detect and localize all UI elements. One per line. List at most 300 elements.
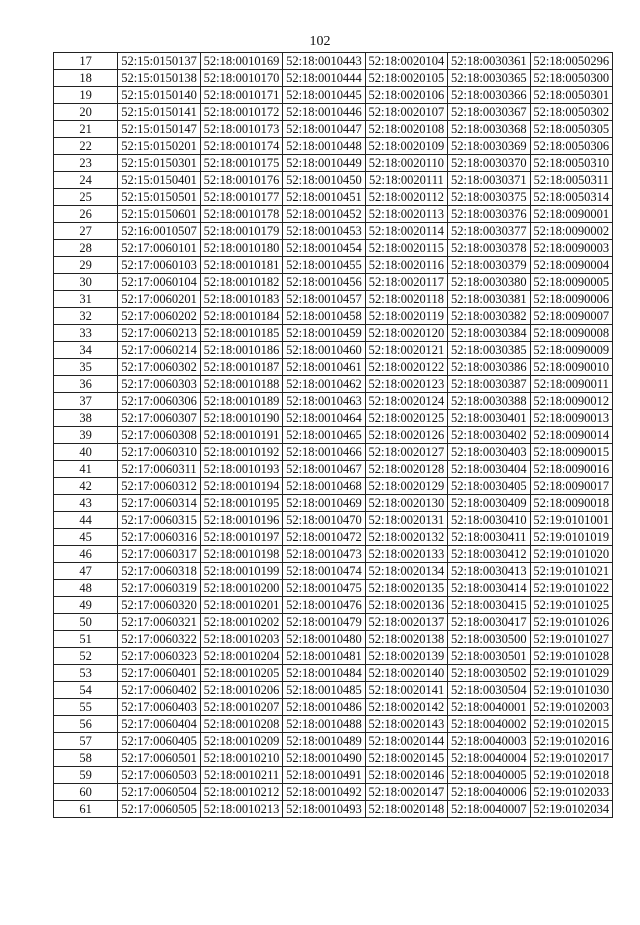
cadastral-number-cell: 52:18:0010461: [283, 359, 365, 376]
row-number-cell: 33: [54, 325, 118, 342]
cadastral-number-cell: 52:18:0010213: [200, 801, 282, 818]
cadastral-number-cell: 52:18:0010201: [200, 597, 282, 614]
table-row: [54, 682, 613, 699]
cadastral-number-cell: 52:18:0050296: [530, 53, 612, 70]
cadastral-number-cell: 52:18:0020124: [365, 393, 447, 410]
cadastral-number-cell: 52:17:0060503: [118, 767, 200, 784]
table-row: [54, 733, 613, 750]
row-number-cell: 44: [54, 512, 118, 529]
row-number-cell: 22: [54, 138, 118, 155]
table-row: [54, 461, 613, 478]
cadastral-number-cell: 52:17:0060101: [118, 240, 200, 257]
cadastral-number-cell: 52:18:0010178: [200, 206, 282, 223]
row-number-cell: 34: [54, 342, 118, 359]
cadastral-number-cell: 52:18:0010177: [200, 189, 282, 206]
cadastral-number-cell: 52:17:0060317: [118, 546, 200, 563]
cadastral-number-cell: 52:19:0101027: [530, 631, 612, 648]
cadastral-number-cell: 52:18:0020115: [365, 240, 447, 257]
cadastral-number-cell: 52:19:0101028: [530, 648, 612, 665]
row-number-cell: 47: [54, 563, 118, 580]
cadastral-number-cell: 52:18:0050306: [530, 138, 612, 155]
cadastral-number-cell: 52:18:0010453: [283, 223, 365, 240]
cadastral-number-cell: 52:18:0010199: [200, 563, 282, 580]
table-row: [54, 699, 613, 716]
cadastral-number-cell: 52:18:0030376: [448, 206, 530, 223]
cadastral-number-cell: 52:17:0060319: [118, 580, 200, 597]
cadastral-number-cell: 52:18:0030403: [448, 444, 530, 461]
cadastral-number-cell: 52:18:0030378: [448, 240, 530, 257]
cadastral-number-cell: 52:17:0060104: [118, 274, 200, 291]
cadastral-number-cell: 52:18:0090016: [530, 461, 612, 478]
cadastral-number-cell: 52:18:0030404: [448, 461, 530, 478]
cadastral-number-cell: 52:18:0020129: [365, 478, 447, 495]
cadastral-number-cell: 52:18:0090015: [530, 444, 612, 461]
cadastral-number-cell: 52:18:0010490: [283, 750, 365, 767]
cadastral-number-cell: 52:18:0020106: [365, 87, 447, 104]
table-row: [54, 138, 613, 155]
cadastral-number-cell: 52:18:0020139: [365, 648, 447, 665]
table-row: [54, 546, 613, 563]
cadastral-number-cell: 52:17:0060323: [118, 648, 200, 665]
cadastral-number-cell: 52:18:0040007: [448, 801, 530, 818]
table-row: [54, 206, 613, 223]
cadastral-number-cell: 52:15:0150301: [118, 155, 200, 172]
table-row: [54, 342, 613, 359]
cadastral-number-cell: 52:15:0150201: [118, 138, 200, 155]
cadastral-number-cell: 52:18:0010184: [200, 308, 282, 325]
cadastral-number-cell: 52:18:0010452: [283, 206, 365, 223]
cadastral-number-cell: 52:18:0030382: [448, 308, 530, 325]
cadastral-number-cell: 52:17:0060402: [118, 682, 200, 699]
cadastral-number-cell: 52:18:0010481: [283, 648, 365, 665]
row-number-cell: 27: [54, 223, 118, 240]
cadastral-number-cell: 52:18:0010172: [200, 104, 282, 121]
cadastral-number-cell: 52:18:0010467: [283, 461, 365, 478]
row-number-cell: 38: [54, 410, 118, 427]
cadastral-number-cell: 52:18:0020112: [365, 189, 447, 206]
cadastral-number-cell: 52:18:0030414: [448, 580, 530, 597]
cadastral-number-cell: 52:18:0020121: [365, 342, 447, 359]
cadastral-number-cell: 52:18:0020109: [365, 138, 447, 155]
cadastral-number-cell: 52:18:0030415: [448, 597, 530, 614]
cadastral-number-cell: 52:18:0010170: [200, 70, 282, 87]
cadastral-number-cell: 52:15:0150501: [118, 189, 200, 206]
cadastral-number-cell: 52:17:0060213: [118, 325, 200, 342]
row-number-cell: 36: [54, 376, 118, 393]
table-row: [54, 767, 613, 784]
cadastral-number-cell: 52:19:0102034: [530, 801, 612, 818]
table-row: [54, 121, 613, 138]
cadastral-number-cell: 52:19:0101026: [530, 614, 612, 631]
cadastral-number-cell: 52:19:0101019: [530, 529, 612, 546]
cadastral-number-cell: 52:18:0010193: [200, 461, 282, 478]
row-number-cell: 45: [54, 529, 118, 546]
row-number-cell: 31: [54, 291, 118, 308]
cadastral-number-cell: 52:18:0030500: [448, 631, 530, 648]
cadastral-number-cell: 52:17:0060306: [118, 393, 200, 410]
cadastral-number-cell: 52:18:0030379: [448, 257, 530, 274]
table-row: [54, 189, 613, 206]
table-row: [54, 308, 613, 325]
cadastral-number-cell: 52:18:0020119: [365, 308, 447, 325]
cadastral-number-cell: 52:18:0010169: [200, 53, 282, 70]
cadastral-number-cell: 52:18:0020131: [365, 512, 447, 529]
cadastral-number-cell: 52:18:0010484: [283, 665, 365, 682]
cadastral-number-cell: 52:15:0150137: [118, 53, 200, 70]
table-body: [54, 53, 613, 818]
row-number-cell: 52: [54, 648, 118, 665]
table-row: [54, 529, 613, 546]
cadastral-number-cell: 52:18:0020143: [365, 716, 447, 733]
cadastral-number-cell: 52:19:0101001: [530, 512, 612, 529]
cadastral-number-cell: 52:18:0090009: [530, 342, 612, 359]
cadastral-number-cell: 52:18:0030370: [448, 155, 530, 172]
cadastral-number-cell: 52:18:0010474: [283, 563, 365, 580]
cadastral-number-cell: 52:18:0050314: [530, 189, 612, 206]
cadastral-number-cell: 52:18:0020126: [365, 427, 447, 444]
cadastral-number-cell: 52:18:0010472: [283, 529, 365, 546]
cadastral-number-cell: 52:18:0040005: [448, 767, 530, 784]
table-row: [54, 597, 613, 614]
cadastral-number-cell: 52:18:0010173: [200, 121, 282, 138]
cadastral-number-cell: 52:18:0020136: [365, 597, 447, 614]
cadastral-number-cell: 52:18:0030411: [448, 529, 530, 546]
cadastral-number-cell: 52:18:0010190: [200, 410, 282, 427]
cadastral-number-cell: 52:18:0030365: [448, 70, 530, 87]
cadastral-number-cell: 52:18:0010188: [200, 376, 282, 393]
table-row: [54, 223, 613, 240]
cadastral-number-cell: 52:18:0010458: [283, 308, 365, 325]
cadastral-number-cell: 52:18:0020130: [365, 495, 447, 512]
cadastral-number-cell: 52:17:0060320: [118, 597, 200, 614]
cadastral-number-cell: 52:19:0101021: [530, 563, 612, 580]
table-row: [54, 291, 613, 308]
table-row: [54, 512, 613, 529]
cadastral-number-cell: 52:18:0020110: [365, 155, 447, 172]
cadastral-number-cell: 52:17:0060322: [118, 631, 200, 648]
cadastral-number-cell: 52:18:0030375: [448, 189, 530, 206]
table-row: [54, 172, 613, 189]
row-number-cell: 61: [54, 801, 118, 818]
table-row: [54, 648, 613, 665]
cadastral-number-cell: 52:18:0010479: [283, 614, 365, 631]
cadastral-number-cell: 52:18:0010464: [283, 410, 365, 427]
cadastral-number-cell: 52:18:0010443: [283, 53, 365, 70]
cadastral-number-cell: 52:18:0010187: [200, 359, 282, 376]
cadastral-number-cell: 52:18:0090004: [530, 257, 612, 274]
row-number-cell: 25: [54, 189, 118, 206]
cadastral-number-cell: 52:18:0020107: [365, 104, 447, 121]
cadastral-number-cell: 52:18:0030501: [448, 648, 530, 665]
cadastral-number-cell: 52:18:0040001: [448, 699, 530, 716]
cadastral-number-cell: 52:17:0060312: [118, 478, 200, 495]
row-number-cell: 26: [54, 206, 118, 223]
cadastral-number-cell: 52:18:0020138: [365, 631, 447, 648]
table-row: [54, 563, 613, 580]
page-number: 102: [309, 34, 331, 49]
cadastral-number-cell: 52:18:0010488: [283, 716, 365, 733]
row-number-cell: 49: [54, 597, 118, 614]
table-row: [54, 376, 613, 393]
cadastral-number-cell: 52:18:0020142: [365, 699, 447, 716]
cadastral-number-cell: 52:17:0060401: [118, 665, 200, 682]
cadastral-number-cell: 52:18:0050310: [530, 155, 612, 172]
cadastral-number-cell: 52:18:0010457: [283, 291, 365, 308]
cadastral-number-cell: 52:18:0010211: [200, 767, 282, 784]
row-number-cell: 51: [54, 631, 118, 648]
cadastral-number-cell: 52:18:0010171: [200, 87, 282, 104]
cadastral-number-cell: 52:15:0150147: [118, 121, 200, 138]
cadastral-number-cell: 52:19:0102003: [530, 699, 612, 716]
cadastral-number-cell: 52:17:0060315: [118, 512, 200, 529]
cadastral-number-cell: 52:18:0010205: [200, 665, 282, 682]
cadastral-number-cell: 52:18:0020146: [365, 767, 447, 784]
cadastral-number-cell: 52:18:0030381: [448, 291, 530, 308]
cadastral-number-cell: 52:18:0010466: [283, 444, 365, 461]
cadastral-number-cell: 52:17:0060308: [118, 427, 200, 444]
cadastral-number-cell: 52:18:0010182: [200, 274, 282, 291]
cadastral-number-cell: 52:18:0090005: [530, 274, 612, 291]
cadastral-number-cell: 52:18:0010456: [283, 274, 365, 291]
cadastral-number-cell: 52:17:0060302: [118, 359, 200, 376]
row-number-cell: 55: [54, 699, 118, 716]
cadastral-number-cell: 52:17:0060321: [118, 614, 200, 631]
cadastral-number-cell: 52:18:0030401: [448, 410, 530, 427]
cadastral-number-cell: 52:18:0020133: [365, 546, 447, 563]
cadastral-number-cell: 52:18:0050302: [530, 104, 612, 121]
cadastral-number-cell: 52:18:0090007: [530, 308, 612, 325]
cadastral-number-cell: 52:18:0020135: [365, 580, 447, 597]
cadastral-number-cell: 52:18:0020117: [365, 274, 447, 291]
cadastral-number-cell: 52:18:0010208: [200, 716, 282, 733]
row-number-cell: 32: [54, 308, 118, 325]
cadastral-number-cell: 52:18:0050305: [530, 121, 612, 138]
cadastral-number-cell: 52:18:0030377: [448, 223, 530, 240]
row-number-cell: 58: [54, 750, 118, 767]
row-number-cell: 59: [54, 767, 118, 784]
row-number-cell: 43: [54, 495, 118, 512]
cadastral-number-cell: 52:18:0010473: [283, 546, 365, 563]
cadastral-number-cell: 52:17:0060103: [118, 257, 200, 274]
row-number-cell: 40: [54, 444, 118, 461]
row-number-cell: 18: [54, 70, 118, 87]
cadastral-number-cell: 52:17:0060405: [118, 733, 200, 750]
cadastral-number-cell: 52:18:0010195: [200, 495, 282, 512]
cadastral-number-cell: 52:18:0010202: [200, 614, 282, 631]
cadastral-number-cell: 52:18:0010491: [283, 767, 365, 784]
cadastral-number-cell: 52:18:0020141: [365, 682, 447, 699]
cadastral-number-cell: 52:18:0020137: [365, 614, 447, 631]
cadastral-number-cell: 52:18:0030386: [448, 359, 530, 376]
cadastral-number-cell: 52:18:0030412: [448, 546, 530, 563]
cadastral-number-cell: 52:18:0010196: [200, 512, 282, 529]
cadastral-number-cell: 52:18:0010462: [283, 376, 365, 393]
cadastral-number-cell: 52:18:0010197: [200, 529, 282, 546]
cadastral-number-cell: 52:17:0060403: [118, 699, 200, 716]
cadastral-number-cell: 52:18:0020122: [365, 359, 447, 376]
cadastral-number-cell: 52:17:0060404: [118, 716, 200, 733]
table-row: [54, 240, 613, 257]
cadastral-number-cell: 52:18:0010204: [200, 648, 282, 665]
cadastral-number-cell: 52:18:0010445: [283, 87, 365, 104]
cadastral-number-cell: 52:19:0101030: [530, 682, 612, 699]
cadastral-number-cell: 52:18:0040006: [448, 784, 530, 801]
cadastral-number-cell: 52:18:0010476: [283, 597, 365, 614]
cadastral-number-cell: 52:17:0060504: [118, 784, 200, 801]
table-row: [54, 495, 613, 512]
table-row: [54, 257, 613, 274]
cadastral-number-cell: 52:17:0060505: [118, 801, 200, 818]
cadastral-number-cell: 52:18:0090002: [530, 223, 612, 240]
table-row: [54, 393, 613, 410]
row-number-cell: 21: [54, 121, 118, 138]
cadastral-number-cell: 52:18:0020111: [365, 172, 447, 189]
cadastral-number-cell: 52:18:0020125: [365, 410, 447, 427]
cadastral-number-cell: 52:18:0040002: [448, 716, 530, 733]
row-number-cell: 56: [54, 716, 118, 733]
cadastral-number-cell: 52:18:0010447: [283, 121, 365, 138]
table-row: [54, 274, 613, 291]
cadastral-number-cell: 52:19:0101025: [530, 597, 612, 614]
cadastral-number-cell: 52:19:0101020: [530, 546, 612, 563]
cadastral-number-cell: 52:18:0010492: [283, 784, 365, 801]
table-row: [54, 155, 613, 172]
cadastral-number-cell: 52:18:0010455: [283, 257, 365, 274]
cadastral-number-cell: 52:18:0020108: [365, 121, 447, 138]
cadastral-number-cell: 52:18:0030368: [448, 121, 530, 138]
cadastral-number-cell: 52:17:0060307: [118, 410, 200, 427]
cadastral-number-cell: 52:18:0010493: [283, 801, 365, 818]
cadastral-number-cell: 52:18:0020113: [365, 206, 447, 223]
cadastral-number-cell: 52:17:0060201: [118, 291, 200, 308]
table-row: [54, 716, 613, 733]
cadastral-number-cell: 52:18:0020123: [365, 376, 447, 393]
row-number-cell: 50: [54, 614, 118, 631]
cadastral-number-cell: 52:18:0010210: [200, 750, 282, 767]
cadastral-number-cell: 52:18:0010463: [283, 393, 365, 410]
cadastral-number-cell: 52:15:0150141: [118, 104, 200, 121]
row-number-cell: 20: [54, 104, 118, 121]
cadastral-number-cell: 52:18:0030366: [448, 87, 530, 104]
row-number-cell: 42: [54, 478, 118, 495]
cadastral-number-cell: 52:18:0030502: [448, 665, 530, 682]
row-number-cell: 39: [54, 427, 118, 444]
cadastral-number-cell: 52:18:0010451: [283, 189, 365, 206]
table-row: [54, 427, 613, 444]
cadastral-number-cell: 52:18:0010449: [283, 155, 365, 172]
cadastral-number-cell: 52:18:0010450: [283, 172, 365, 189]
cadastral-number-cell: 52:18:0010486: [283, 699, 365, 716]
cadastral-number-cell: 52:18:0010480: [283, 631, 365, 648]
cadastral-number-cell: 52:18:0030388: [448, 393, 530, 410]
cadastral-number-cell: 52:18:0020134: [365, 563, 447, 580]
cadastral-number-cell: 52:18:0030504: [448, 682, 530, 699]
cadastral-number-cell: 52:18:0010180: [200, 240, 282, 257]
cadastral-number-cell: 52:19:0102017: [530, 750, 612, 767]
cadastral-number-cell: 52:18:0010459: [283, 325, 365, 342]
cadastral-number-cell: 52:18:0050300: [530, 70, 612, 87]
cadastral-number-cell: 52:18:0020145: [365, 750, 447, 767]
cadastral-number-cell: 52:18:0030367: [448, 104, 530, 121]
cadastral-number-cell: 52:18:0010448: [283, 138, 365, 155]
table-row: [54, 87, 613, 104]
cadastral-number-cell: 52:15:0150601: [118, 206, 200, 223]
table-row: [54, 631, 613, 648]
table-row: [54, 665, 613, 682]
cadastral-number-cell: 52:18:0030413: [448, 563, 530, 580]
table-row: [54, 104, 613, 121]
cadastral-number-cell: 52:18:0010454: [283, 240, 365, 257]
cadastral-number-cell: 52:18:0030409: [448, 495, 530, 512]
cadastral-number-cell: 52:18:0010446: [283, 104, 365, 121]
cadastral-number-cell: 52:18:0040004: [448, 750, 530, 767]
cadastral-number-cell: 52:18:0020118: [365, 291, 447, 308]
cadastral-number-cell: 52:18:0020140: [365, 665, 447, 682]
cadastral-number-cell: 52:18:0090012: [530, 393, 612, 410]
cadastral-number-cell: 52:18:0010465: [283, 427, 365, 444]
row-number-cell: 17: [54, 53, 118, 70]
row-number-cell: 37: [54, 393, 118, 410]
cadastral-number-cell: 52:18:0020105: [365, 70, 447, 87]
cadastral-number-cell: 52:18:0010470: [283, 512, 365, 529]
cadastral-number-cell: 52:19:0101022: [530, 580, 612, 597]
row-number-cell: 54: [54, 682, 118, 699]
cadastral-number-cell: 52:18:0020116: [365, 257, 447, 274]
cadastral-number-cell: 52:18:0010468: [283, 478, 365, 495]
row-number-cell: 57: [54, 733, 118, 750]
cadastral-number-cell: 52:18:0010200: [200, 580, 282, 597]
cadastral-number-cell: 52:18:0050311: [530, 172, 612, 189]
cadastral-number-cell: 52:18:0030369: [448, 138, 530, 155]
cadastral-number-cell: 52:18:0010209: [200, 733, 282, 750]
cadastral-number-cell: 52:18:0030371: [448, 172, 530, 189]
cadastral-number-cell: 52:19:0102018: [530, 767, 612, 784]
row-number-cell: 35: [54, 359, 118, 376]
row-number-cell: 29: [54, 257, 118, 274]
cadastral-number-cell: 52:18:0010176: [200, 172, 282, 189]
cadastral-number-cell: 52:19:0102015: [530, 716, 612, 733]
row-number-cell: 41: [54, 461, 118, 478]
cadastral-number-cell: 52:18:0090013: [530, 410, 612, 427]
cadastral-number-cell: 52:17:0060318: [118, 563, 200, 580]
cadastral-number-cell: 52:18:0010189: [200, 393, 282, 410]
cadastral-number-cell: 52:18:0010485: [283, 682, 365, 699]
cadastral-number-cell: 52:18:0090018: [530, 495, 612, 512]
cadastral-number-cell: 52:15:0150401: [118, 172, 200, 189]
cadastral-number-cell: 52:17:0060311: [118, 461, 200, 478]
cadastral-number-cell: 52:18:0020127: [365, 444, 447, 461]
cadastral-number-cell: 52:18:0010212: [200, 784, 282, 801]
cadastral-number-cell: 52:18:0020114: [365, 223, 447, 240]
cadastral-number-cell: 52:19:0102033: [530, 784, 612, 801]
cadastral-number-cell: 52:18:0030361: [448, 53, 530, 70]
cadastral-number-cell: 52:18:0020148: [365, 801, 447, 818]
cadastral-number-cell: 52:18:0030402: [448, 427, 530, 444]
cadastral-number-cell: 52:18:0010185: [200, 325, 282, 342]
cadastral-number-cell: 52:18:0020147: [365, 784, 447, 801]
row-number-cell: 23: [54, 155, 118, 172]
cadastral-number-cell: 52:18:0020128: [365, 461, 447, 478]
cadastral-number-cell: 52:18:0010207: [200, 699, 282, 716]
table-row: [54, 53, 613, 70]
table-row: [54, 478, 613, 495]
row-number-cell: 28: [54, 240, 118, 257]
cadastral-number-cell: 52:18:0010181: [200, 257, 282, 274]
cadastral-number-cell: 52:18:0030417: [448, 614, 530, 631]
cadastral-number-cell: 52:18:0010174: [200, 138, 282, 155]
table-row: [54, 70, 613, 87]
cadastral-number-cell: 52:18:0090006: [530, 291, 612, 308]
